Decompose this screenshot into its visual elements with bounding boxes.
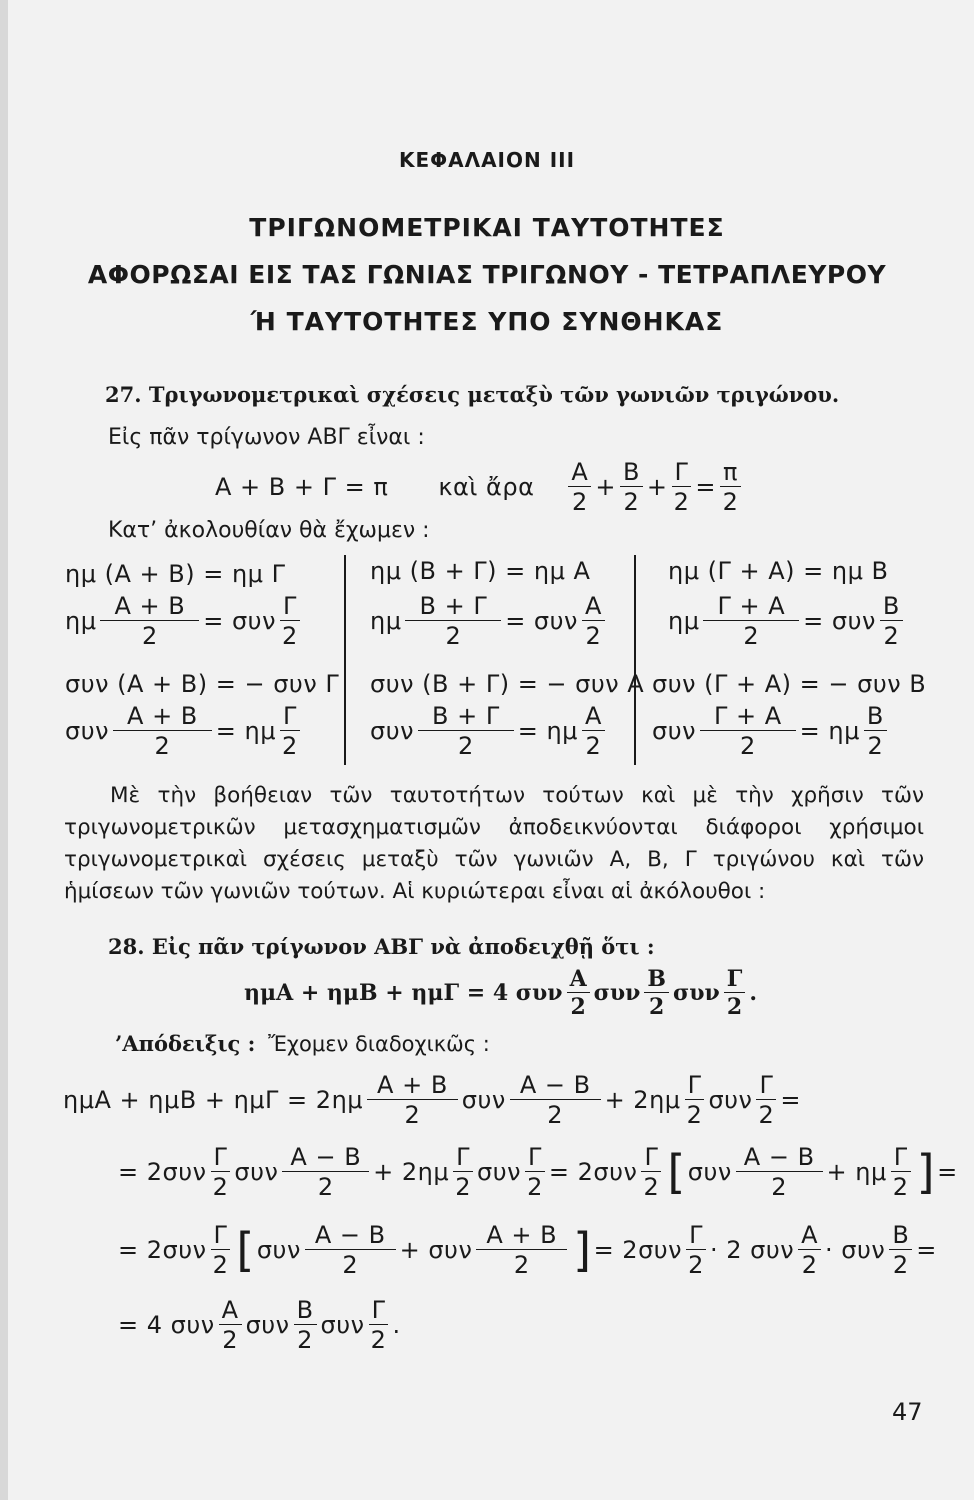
identity-cos-ga: συν (Γ + Α) = − συν Β [652,670,927,698]
chapter-title-line3: Ή ΤΑΥΤΟΤΗΤΕΣ ΥΠΟ ΣΥΝΘΗΚΑΣ [250,307,724,336]
proof-intro: ’Απόδειξις : Ἔχομεν διαδοχικῶς : [115,1031,490,1056]
identity-sin-ga: ημ (Γ + Α) = ημ Β [668,557,889,585]
section-27-intro: Εἰς πᾶν τρίγωνον ΑΒΓ εἶναι : [108,425,425,450]
column-divider-2 [634,555,636,765]
chapter-title-line1: ΤΡΙΓΩΝΟΜΕΤΡΙΚΑΙ ΤΑΥΤΟΤΗΤΕΣ [249,213,725,242]
identity-sin-half-ab: ημ $\frac{A + B}{2}$ = συν $\frac{\Gamma}{2}$ [65,594,304,648]
angle-sum-equation: Α + Β + Γ = π καὶ ἄρα $\frac{A}{2}$ + $\frac{B}{2}$ + $\frac{\Gamma}{2}$ = $\frac{\pi}{2}$ [215,452,745,522]
proof-line-1: ημΑ + ημΒ + ημΓ = 2ημ $\frac{A + B}{2}$ συν $\frac{A - B}{2}$ + 2ημ $\frac{\Gamma}{2}$ συν $\frac{\Gamma}{2}$ = [63,1071,801,1129]
identity-sin-ab: ημ (Α + Β) = ημ Γ [65,560,286,588]
proof-line-3: = 2συν $\frac{\Gamma}{2}$ [ συν $\frac{A - B}{2}$ + συν $\frac{A + B}{2}$ ] = 2συν $\frac{\Gamma}{2}$ · 2 συν $\frac{A}{2}$ · συν $\frac{B}{2}$ = [118,1221,937,1279]
identity-cos-half-bg: συν $\frac{B + \Gamma}{2}$ = ημ $\frac{A}{2}$ [370,704,609,758]
identity-cos-ab: συν (Α + Β) = − συν Γ [65,670,340,698]
identity-sin-bg: ημ (Β + Γ) = ημ Α [370,557,591,585]
chapter-label: ΚΕΦΑΛΑΙΟΝ III [398,148,576,172]
identity-sin-half-bg: ημ $\frac{B + \Gamma}{2}$ = συν $\frac{A}{2}$ [370,594,609,648]
proof-line-4: = 4 συν $\frac{A}{2}$ συν $\frac{B}{2}$ συν $\frac{\Gamma}{2}$ . [118,1296,401,1354]
page-number: 47 [892,1398,923,1426]
chapter-title-line2: ΑΦΟΡΩΣΑΙ ΕΙΣ ΤΑΣ ΓΩΝΙΑΣ ΤΡΙΓΩΝΟΥ - ΤΕΤΡΑΠΛΕΥΡΟΥ [87,260,887,289]
identity-cos-bg: συν (Β + Γ) = − συν Α [370,670,645,698]
proof-line-2: = 2συν $\frac{\Gamma}{2}$ συν $\frac{A - B}{2}$ + 2ημ $\frac{\Gamma}{2}$ συν $\frac{\Gamma}{2}$ = 2συν $\frac{\Gamma}{2}$ [ συν $\frac{A - B}{2}$ + ημ $\frac{\Gamma}{2}$ ] = [118,1143,958,1201]
section-28-heading: 28. Εἰς πᾶν τρίγωνον ΑΒΓ νὰ ἀποδειχθῇ ὅτι : [108,934,655,959]
identity-cos-half-ab: συν $\frac{A + B}{2}$ = ημ $\frac{\Gamma}{2}$ [65,704,304,758]
section-27-heading: 27. Τριγωνομετρικαὶ σχέσεις μεταξὺ τῶν γωνιῶν τριγώνου. [105,382,840,407]
identity-sin-half-ga: ημ $\frac{\Gamma + A}{2}$ = συν $\frac{B}{2}$ [668,594,907,648]
column-divider-1 [344,555,346,765]
identity-cos-half-ga: συν $\frac{\Gamma + A}{2}$ = ημ $\frac{B}{2}$ [652,704,891,758]
consequently-text: Κατ’ ἀκολουθίαν θὰ ἔχωμεν : [108,518,430,543]
section-27-paragraph: Μὲ τὴν βοήθειαν τῶν ταυτοτήτων τούτων καὶ μὲ τὴν χρῆσιν τῶν τριγωνομετρικῶν μετασχηματισμῶν ἀποδεικνύονται διάφοροι χρήσιμοι τριγωνομετρικαὶ σχέσεις μεταξὺ τῶν γωνιῶν Α, Β, Γ τριγώνου καὶ τῶν ἡμίσεων τῶν γωνιῶν τούτων. Αἱ κυριώτεραι εἶναι αἱ ἀκόλουθοι : [64,783,924,904]
section-28-statement: ημΑ + ημΒ + ημΓ = 4 συν $\frac{A}{2}$ συν $\frac{B}{2}$ συν $\frac{\Gamma}{2}$ . [244,966,758,1020]
